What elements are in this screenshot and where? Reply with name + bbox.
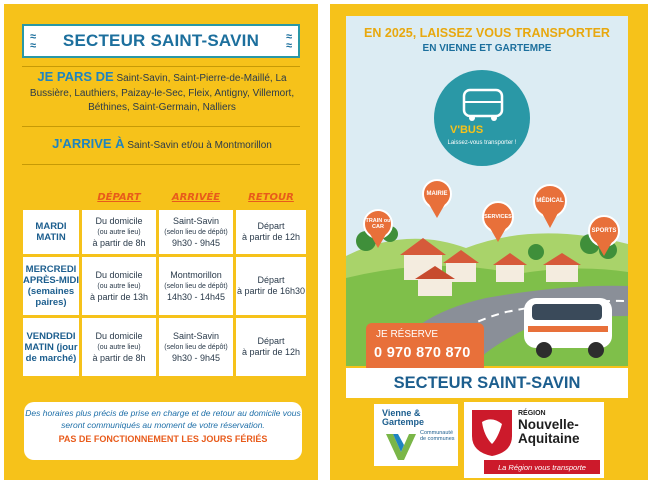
sector-title: SECTEUR SAINT-SAVIN <box>62 31 260 50</box>
reservation-phone: 0 970 870 870 <box>374 345 471 361</box>
depart-cell: Du domicile (ou autre lieu) à partir de 13h <box>82 257 156 315</box>
day-cell: MERCREDI APRÈS-MIDI (semaines paires) <box>23 257 79 315</box>
day-cell: MARDI MATIN <box>23 210 79 254</box>
retour-cell: Départ à partir de 12h <box>236 318 306 376</box>
header-retour: RETOUR <box>248 192 294 203</box>
arrivee-cell: Montmorillon (selon lieu de dépôt) 14h30 - 14h45 <box>159 257 233 315</box>
schedule-table <box>20 185 309 379</box>
pin-services: SERVICES <box>484 214 512 220</box>
left-flyer-panel <box>4 4 318 480</box>
divider <box>22 126 300 127</box>
wave-decoration-icon: ≈ ≈ <box>285 31 292 52</box>
header-arrivee: ARRIVÉE <box>171 192 221 203</box>
reserve-label: JE RÉSERVE <box>376 329 439 340</box>
region-name: Nouvelle-Aquitaine <box>518 417 580 446</box>
retour-cell: Départ à partir de 12h <box>236 210 306 254</box>
sector-title-box <box>22 24 300 58</box>
table-row <box>23 257 306 315</box>
region-label: RÉGION <box>518 410 546 417</box>
region-tagline: La Région vous transporte <box>484 460 600 474</box>
retour-cell: Départ à partir de 16h30 <box>236 257 306 315</box>
illustration-card <box>346 16 628 366</box>
arrivee-cell: Saint-Savin (selon lieu de dépôt) 9h30 - 9h45 <box>159 210 233 254</box>
nouvelle-aquitaine-logo <box>464 402 604 478</box>
divider <box>22 164 300 165</box>
reservation-box <box>366 323 484 373</box>
arrival-label: J'ARRIVE À <box>52 136 125 151</box>
divider <box>22 66 300 67</box>
vbus-tagline: Laissez-vous transporter ! <box>447 140 517 146</box>
depart-cell: Du domicile (ou autre lieu) à partir de 8h <box>82 318 156 376</box>
header-depart: DÉPART <box>97 192 141 203</box>
holiday-notice: PAS DE FONCTIONNEMENT LES JOURS FÉRIÉS <box>58 434 268 444</box>
vienne-gartempe-logo: Vienne & Gartempe Communauté de communes <box>374 404 458 466</box>
v-logo-icon <box>382 432 422 462</box>
pin-mairie: MAIRIE <box>426 191 448 197</box>
region-crest-icon <box>468 408 516 458</box>
sector-banner-title: SECTEUR SAINT-SAVIN <box>393 373 581 392</box>
vbus-logo: V'BUS <box>450 124 484 136</box>
wave-decoration-icon: ≈ ≈ <box>30 31 37 52</box>
landscape-illustration <box>346 16 628 366</box>
table-row <box>23 210 306 254</box>
table-row <box>23 318 306 376</box>
depart-cell: Du domicile (ou autre lieu) à partir de 8h <box>82 210 156 254</box>
right-flyer-panel <box>330 4 648 480</box>
day-cell: VENDREDI MATIN (jour de marché) <box>23 318 79 376</box>
arrivee-cell: Saint-Savin (selon lieu de dépôt) 9h30 - 9h45 <box>159 318 233 376</box>
notes-box <box>24 402 302 460</box>
departure-towns <box>24 70 300 116</box>
arrival-towns-text: Saint-Savin et/ou à Montmorillon <box>127 140 272 151</box>
pin-medical: MÉDICAL <box>536 198 564 204</box>
pin-train-car: TRAIN ou CAR <box>365 218 391 230</box>
pin-sports: SPORTS <box>591 228 617 234</box>
headline: EN 2025, LAISSEZ VOUS TRANSPORTER <box>364 26 610 40</box>
departure-towns-text: Saint-Savin, Saint-Pierre-de-Maillé, La Bussière, Lauthiers, Paizay-le-Sec, Fleix, Antigny, Villemort, Béthines, Saint-Germain, Nalliers <box>29 73 295 113</box>
departure-label: JE PARS DE <box>37 69 114 84</box>
subheadline: EN VIENNE ET GARTEMPE <box>422 43 552 54</box>
arrival-towns <box>24 136 300 151</box>
sector-banner <box>346 368 628 398</box>
timing-note: Des horaires plus précis de prise en charge et de retour au domicile vous seront communiqués au moment de votre réservation. <box>25 408 301 430</box>
